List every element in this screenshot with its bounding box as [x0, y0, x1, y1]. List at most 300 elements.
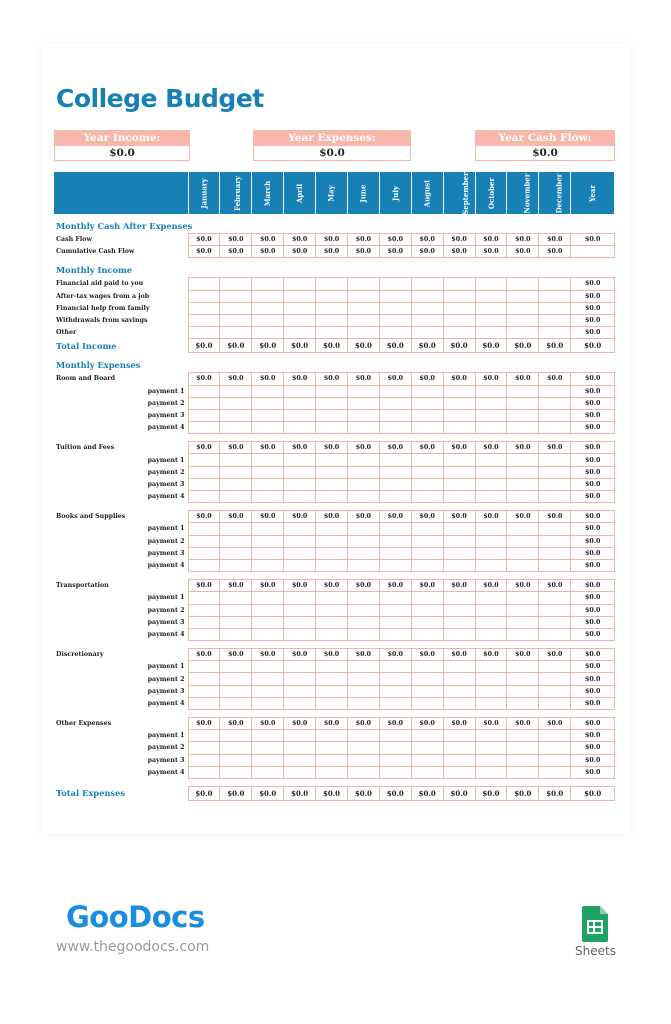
input-cell[interactable]	[252, 422, 284, 434]
input-cell[interactable]	[252, 628, 284, 640]
input-cell[interactable]	[284, 697, 316, 709]
input-cell[interactable]	[443, 616, 475, 628]
input-cell[interactable]	[475, 697, 507, 709]
input-cell[interactable]	[411, 661, 443, 673]
input-cell[interactable]	[188, 628, 220, 640]
input-cell[interactable]	[252, 766, 284, 778]
input-cell[interactable]	[284, 466, 316, 478]
input-cell[interactable]	[316, 327, 348, 339]
value-cell[interactable]: $0.0	[188, 246, 220, 258]
input-cell[interactable]	[188, 385, 220, 397]
input-cell[interactable]	[379, 278, 411, 290]
input-cell[interactable]	[443, 385, 475, 397]
input-cell[interactable]	[507, 314, 539, 326]
value-cell[interactable]: $0.0	[507, 234, 539, 246]
input-cell[interactable]	[347, 422, 379, 434]
input-cell[interactable]	[188, 604, 220, 616]
input-cell[interactable]	[475, 685, 507, 697]
input-cell[interactable]	[284, 535, 316, 547]
input-cell[interactable]	[316, 278, 348, 290]
input-cell[interactable]	[475, 661, 507, 673]
input-cell[interactable]	[539, 754, 571, 766]
value-cell[interactable]: $0.0	[507, 246, 539, 258]
value-cell[interactable]: $0.0	[316, 246, 348, 258]
input-cell[interactable]	[475, 547, 507, 559]
input-cell[interactable]	[284, 385, 316, 397]
value-cell[interactable]: $0.0	[539, 246, 571, 258]
input-cell[interactable]	[316, 290, 348, 302]
input-cell[interactable]	[188, 523, 220, 535]
input-cell[interactable]	[188, 685, 220, 697]
input-cell[interactable]	[284, 278, 316, 290]
input-cell[interactable]	[475, 730, 507, 742]
input-cell[interactable]	[475, 454, 507, 466]
input-cell[interactable]	[220, 697, 252, 709]
year-cashflow-value[interactable]: $0.0	[475, 146, 615, 161]
input-cell[interactable]	[316, 685, 348, 697]
input-cell[interactable]	[539, 409, 571, 421]
input-cell[interactable]	[220, 302, 252, 314]
input-cell[interactable]	[539, 766, 571, 778]
input-cell[interactable]	[379, 454, 411, 466]
input-cell[interactable]	[347, 559, 379, 571]
input-cell[interactable]	[220, 559, 252, 571]
input-cell[interactable]	[252, 547, 284, 559]
input-cell[interactable]	[475, 290, 507, 302]
input-cell[interactable]	[475, 478, 507, 490]
input-cell[interactable]	[443, 478, 475, 490]
input-cell[interactable]	[220, 409, 252, 421]
input-cell[interactable]	[507, 547, 539, 559]
input-cell[interactable]	[379, 409, 411, 421]
input-cell[interactable]	[507, 290, 539, 302]
input-cell[interactable]	[252, 454, 284, 466]
input-cell[interactable]	[188, 559, 220, 571]
input-cell[interactable]	[188, 278, 220, 290]
input-cell[interactable]	[284, 616, 316, 628]
input-cell[interactable]	[475, 766, 507, 778]
input-cell[interactable]	[411, 673, 443, 685]
input-cell[interactable]	[475, 592, 507, 604]
input-cell[interactable]	[379, 730, 411, 742]
value-cell[interactable]: $0.0	[379, 246, 411, 258]
input-cell[interactable]	[347, 628, 379, 640]
input-cell[interactable]	[507, 478, 539, 490]
value-cell[interactable]: $0.0	[475, 234, 507, 246]
input-cell[interactable]	[411, 616, 443, 628]
input-cell[interactable]	[475, 559, 507, 571]
input-cell[interactable]	[507, 673, 539, 685]
input-cell[interactable]	[316, 592, 348, 604]
input-cell[interactable]	[539, 628, 571, 640]
input-cell[interactable]	[411, 766, 443, 778]
input-cell[interactable]	[220, 766, 252, 778]
input-cell[interactable]	[220, 454, 252, 466]
input-cell[interactable]	[252, 491, 284, 503]
input-cell[interactable]	[507, 628, 539, 640]
input-cell[interactable]	[507, 302, 539, 314]
value-cell[interactable]: $0.0	[443, 246, 475, 258]
input-cell[interactable]	[379, 592, 411, 604]
input-cell[interactable]	[507, 422, 539, 434]
input-cell[interactable]	[316, 454, 348, 466]
input-cell[interactable]	[220, 278, 252, 290]
input-cell[interactable]	[347, 754, 379, 766]
input-cell[interactable]	[188, 491, 220, 503]
input-cell[interactable]	[220, 661, 252, 673]
input-cell[interactable]	[284, 302, 316, 314]
input-cell[interactable]	[188, 409, 220, 421]
input-cell[interactable]	[379, 523, 411, 535]
input-cell[interactable]	[411, 604, 443, 616]
input-cell[interactable]	[539, 385, 571, 397]
input-cell[interactable]	[475, 604, 507, 616]
input-cell[interactable]	[316, 754, 348, 766]
input-cell[interactable]	[347, 454, 379, 466]
input-cell[interactable]	[379, 290, 411, 302]
input-cell[interactable]	[252, 290, 284, 302]
input-cell[interactable]	[284, 491, 316, 503]
input-cell[interactable]	[379, 385, 411, 397]
input-cell[interactable]	[443, 604, 475, 616]
input-cell[interactable]	[507, 491, 539, 503]
input-cell[interactable]	[379, 673, 411, 685]
input-cell[interactable]	[284, 661, 316, 673]
input-cell[interactable]	[443, 628, 475, 640]
input-cell[interactable]	[188, 661, 220, 673]
input-cell[interactable]	[347, 385, 379, 397]
value-cell[interactable]: $0.0	[188, 234, 220, 246]
input-cell[interactable]	[347, 697, 379, 709]
input-cell[interactable]	[507, 466, 539, 478]
input-cell[interactable]	[539, 547, 571, 559]
input-cell[interactable]	[539, 730, 571, 742]
input-cell[interactable]	[507, 685, 539, 697]
input-cell[interactable]	[347, 523, 379, 535]
input-cell[interactable]	[220, 616, 252, 628]
input-cell[interactable]	[443, 535, 475, 547]
input-cell[interactable]	[284, 592, 316, 604]
input-cell[interactable]	[379, 466, 411, 478]
input-cell[interactable]	[316, 547, 348, 559]
input-cell[interactable]	[220, 628, 252, 640]
input-cell[interactable]	[475, 535, 507, 547]
input-cell[interactable]	[316, 397, 348, 409]
input-cell[interactable]	[220, 754, 252, 766]
input-cell[interactable]	[252, 535, 284, 547]
input-cell[interactable]	[475, 466, 507, 478]
value-cell[interactable]: $0.0	[571, 234, 615, 246]
input-cell[interactable]	[347, 327, 379, 339]
input-cell[interactable]	[379, 742, 411, 754]
input-cell[interactable]	[347, 547, 379, 559]
input-cell[interactable]	[475, 327, 507, 339]
input-cell[interactable]	[507, 409, 539, 421]
input-cell[interactable]	[443, 766, 475, 778]
input-cell[interactable]	[507, 697, 539, 709]
input-cell[interactable]	[220, 547, 252, 559]
input-cell[interactable]	[347, 604, 379, 616]
input-cell[interactable]	[316, 661, 348, 673]
input-cell[interactable]	[539, 697, 571, 709]
input-cell[interactable]	[443, 397, 475, 409]
input-cell[interactable]	[379, 327, 411, 339]
input-cell[interactable]	[379, 422, 411, 434]
input-cell[interactable]	[220, 385, 252, 397]
value-cell[interactable]: $0.0	[411, 234, 443, 246]
input-cell[interactable]	[411, 327, 443, 339]
input-cell[interactable]	[539, 661, 571, 673]
input-cell[interactable]	[347, 491, 379, 503]
input-cell[interactable]	[252, 697, 284, 709]
input-cell[interactable]	[443, 302, 475, 314]
input-cell[interactable]	[220, 422, 252, 434]
input-cell[interactable]	[411, 302, 443, 314]
input-cell[interactable]	[220, 604, 252, 616]
input-cell[interactable]	[188, 547, 220, 559]
input-cell[interactable]	[220, 592, 252, 604]
input-cell[interactable]	[284, 754, 316, 766]
input-cell[interactable]	[284, 314, 316, 326]
input-cell[interactable]	[284, 559, 316, 571]
input-cell[interactable]	[411, 754, 443, 766]
input-cell[interactable]	[411, 592, 443, 604]
input-cell[interactable]	[252, 673, 284, 685]
input-cell[interactable]	[284, 628, 316, 640]
input-cell[interactable]	[539, 314, 571, 326]
input-cell[interactable]	[284, 604, 316, 616]
input-cell[interactable]	[284, 327, 316, 339]
input-cell[interactable]	[252, 409, 284, 421]
input-cell[interactable]	[188, 466, 220, 478]
input-cell[interactable]	[316, 742, 348, 754]
value-cell[interactable]: $0.0	[347, 234, 379, 246]
input-cell[interactable]	[347, 535, 379, 547]
input-cell[interactable]	[347, 685, 379, 697]
year-expenses-value[interactable]: $0.0	[253, 146, 411, 161]
input-cell[interactable]	[411, 454, 443, 466]
input-cell[interactable]	[379, 685, 411, 697]
input-cell[interactable]	[411, 547, 443, 559]
input-cell[interactable]	[252, 661, 284, 673]
input-cell[interactable]	[539, 422, 571, 434]
value-cell[interactable]: $0.0	[220, 234, 252, 246]
input-cell[interactable]	[507, 397, 539, 409]
input-cell[interactable]	[284, 673, 316, 685]
input-cell[interactable]	[539, 454, 571, 466]
input-cell[interactable]	[252, 742, 284, 754]
input-cell[interactable]	[188, 302, 220, 314]
input-cell[interactable]	[284, 523, 316, 535]
input-cell[interactable]	[411, 697, 443, 709]
input-cell[interactable]	[220, 478, 252, 490]
input-cell[interactable]	[220, 523, 252, 535]
input-cell[interactable]	[284, 730, 316, 742]
input-cell[interactable]	[316, 604, 348, 616]
input-cell[interactable]	[507, 559, 539, 571]
input-cell[interactable]	[252, 616, 284, 628]
input-cell[interactable]	[507, 278, 539, 290]
input-cell[interactable]	[475, 278, 507, 290]
input-cell[interactable]	[220, 290, 252, 302]
input-cell[interactable]	[411, 491, 443, 503]
input-cell[interactable]	[475, 491, 507, 503]
input-cell[interactable]	[284, 742, 316, 754]
input-cell[interactable]	[188, 742, 220, 754]
input-cell[interactable]	[443, 327, 475, 339]
input-cell[interactable]	[284, 685, 316, 697]
input-cell[interactable]	[539, 685, 571, 697]
input-cell[interactable]	[443, 466, 475, 478]
input-cell[interactable]	[379, 616, 411, 628]
input-cell[interactable]	[188, 422, 220, 434]
input-cell[interactable]	[507, 385, 539, 397]
input-cell[interactable]	[316, 535, 348, 547]
input-cell[interactable]	[220, 466, 252, 478]
input-cell[interactable]	[347, 478, 379, 490]
input-cell[interactable]	[347, 766, 379, 778]
value-cell[interactable]: $0.0	[443, 234, 475, 246]
input-cell[interactable]	[252, 559, 284, 571]
input-cell[interactable]	[539, 592, 571, 604]
input-cell[interactable]	[347, 592, 379, 604]
input-cell[interactable]	[443, 290, 475, 302]
input-cell[interactable]	[507, 616, 539, 628]
input-cell[interactable]	[475, 385, 507, 397]
input-cell[interactable]	[443, 592, 475, 604]
input-cell[interactable]	[507, 535, 539, 547]
input-cell[interactable]	[475, 397, 507, 409]
input-cell[interactable]	[411, 685, 443, 697]
input-cell[interactable]	[220, 673, 252, 685]
input-cell[interactable]	[188, 616, 220, 628]
input-cell[interactable]	[411, 314, 443, 326]
input-cell[interactable]	[252, 466, 284, 478]
goodocs-logo[interactable]: GooDocs	[66, 900, 205, 934]
input-cell[interactable]	[443, 314, 475, 326]
site-url[interactable]: www.thegoodocs.com	[56, 939, 210, 955]
input-cell[interactable]	[539, 535, 571, 547]
input-cell[interactable]	[443, 697, 475, 709]
input-cell[interactable]	[316, 302, 348, 314]
input-cell[interactable]	[507, 454, 539, 466]
input-cell[interactable]	[411, 397, 443, 409]
input-cell[interactable]	[443, 673, 475, 685]
input-cell[interactable]	[411, 523, 443, 535]
input-cell[interactable]	[347, 290, 379, 302]
input-cell[interactable]	[316, 314, 348, 326]
input-cell[interactable]	[539, 302, 571, 314]
input-cell[interactable]	[411, 385, 443, 397]
input-cell[interactable]	[252, 478, 284, 490]
input-cell[interactable]	[443, 661, 475, 673]
input-cell[interactable]	[507, 604, 539, 616]
input-cell[interactable]	[347, 661, 379, 673]
input-cell[interactable]	[379, 628, 411, 640]
input-cell[interactable]	[284, 290, 316, 302]
value-cell[interactable]: $0.0	[284, 246, 316, 258]
input-cell[interactable]	[507, 523, 539, 535]
input-cell[interactable]	[411, 628, 443, 640]
input-cell[interactable]	[507, 742, 539, 754]
input-cell[interactable]	[379, 478, 411, 490]
value-cell[interactable]: $0.0	[252, 246, 284, 258]
input-cell[interactable]	[220, 397, 252, 409]
input-cell[interactable]	[188, 592, 220, 604]
input-cell[interactable]	[443, 409, 475, 421]
input-cell[interactable]	[220, 491, 252, 503]
input-cell[interactable]	[188, 673, 220, 685]
input-cell[interactable]	[507, 730, 539, 742]
input-cell[interactable]	[539, 742, 571, 754]
input-cell[interactable]	[411, 466, 443, 478]
input-cell[interactable]	[411, 290, 443, 302]
input-cell[interactable]	[411, 278, 443, 290]
input-cell[interactable]	[252, 754, 284, 766]
input-cell[interactable]	[188, 397, 220, 409]
input-cell[interactable]	[188, 754, 220, 766]
input-cell[interactable]	[252, 592, 284, 604]
input-cell[interactable]	[220, 314, 252, 326]
input-cell[interactable]	[347, 397, 379, 409]
value-cell[interactable]: $0.0	[411, 246, 443, 258]
input-cell[interactable]	[316, 559, 348, 571]
input-cell[interactable]	[188, 454, 220, 466]
input-cell[interactable]	[188, 697, 220, 709]
input-cell[interactable]	[443, 754, 475, 766]
input-cell[interactable]	[475, 616, 507, 628]
input-cell[interactable]	[379, 302, 411, 314]
input-cell[interactable]	[188, 535, 220, 547]
input-cell[interactable]	[220, 742, 252, 754]
input-cell[interactable]	[379, 604, 411, 616]
input-cell[interactable]	[188, 290, 220, 302]
input-cell[interactable]	[475, 314, 507, 326]
input-cell[interactable]	[220, 535, 252, 547]
input-cell[interactable]	[347, 278, 379, 290]
input-cell[interactable]	[443, 685, 475, 697]
input-cell[interactable]	[443, 742, 475, 754]
input-cell[interactable]	[284, 397, 316, 409]
input-cell[interactable]	[507, 754, 539, 766]
input-cell[interactable]	[252, 302, 284, 314]
input-cell[interactable]	[316, 673, 348, 685]
value-cell[interactable]: $0.0	[539, 234, 571, 246]
input-cell[interactable]	[284, 478, 316, 490]
input-cell[interactable]	[379, 559, 411, 571]
input-cell[interactable]	[475, 754, 507, 766]
input-cell[interactable]	[379, 491, 411, 503]
input-cell[interactable]	[475, 673, 507, 685]
input-cell[interactable]	[188, 314, 220, 326]
input-cell[interactable]	[347, 616, 379, 628]
input-cell[interactable]	[475, 422, 507, 434]
input-cell[interactable]	[475, 302, 507, 314]
value-cell[interactable]: $0.0	[252, 234, 284, 246]
input-cell[interactable]	[539, 559, 571, 571]
input-cell[interactable]	[507, 661, 539, 673]
input-cell[interactable]	[316, 697, 348, 709]
input-cell[interactable]	[347, 742, 379, 754]
input-cell[interactable]	[284, 547, 316, 559]
input-cell[interactable]	[411, 559, 443, 571]
input-cell[interactable]	[539, 616, 571, 628]
input-cell[interactable]	[411, 535, 443, 547]
input-cell[interactable]	[252, 314, 284, 326]
input-cell[interactable]	[316, 491, 348, 503]
input-cell[interactable]	[443, 491, 475, 503]
input-cell[interactable]	[220, 327, 252, 339]
